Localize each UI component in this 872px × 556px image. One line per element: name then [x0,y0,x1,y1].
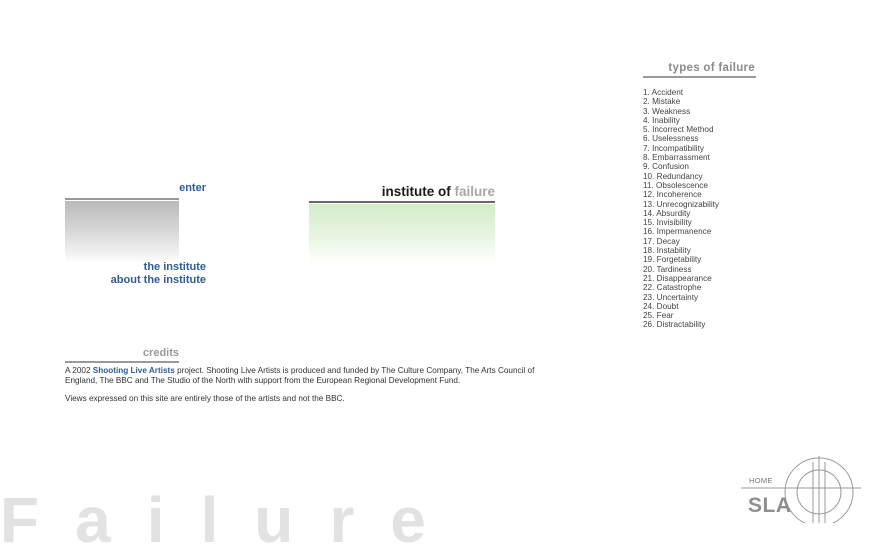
site-title-accent: failure [454,184,495,199]
failure-type-item: 8. Embarrassment [643,153,710,163]
failure-type-item: 20. Tardiness [643,264,692,274]
enter-gradient-panel [65,201,179,261]
failure-type-item: 25. Fear [643,311,674,321]
failure-type-item: 10. Redundancy [643,171,703,181]
failure-type-item: 13. Unrecognizability [643,199,720,209]
types-of-failure-heading: types of failure [668,62,755,74]
credits-body: project. Shooting Live Artists is produced and funded by The Culture Company, The Arts Council of England, The BBC and The Studio of the North with support from the European Regional Development Fund. [65,366,535,385]
types-divider [643,76,756,78]
failure-type-item: 22. Catastrophe [643,283,702,293]
failure-type-item: 2. Mistake [643,97,681,107]
failure-type-item: 23. Uncertainty [643,292,699,302]
disclaimer-text: Views expressed on this site are entirely those of the artists and not the BBC. [65,394,345,403]
about-institute-link[interactable]: about the institute [110,274,206,286]
failure-type-item: 24. Doubt [643,301,679,311]
credits-heading: credits [142,347,179,359]
home-label: HOME [749,476,773,485]
failure-type-item: 11. Obsolescence [643,180,708,190]
failure-type-item: 19. Forgetability [643,255,702,265]
failure-type-item: 14. Absurdity [643,208,691,218]
failure-type-item: 3. Weakness [643,106,691,116]
enter-divider [65,198,179,200]
failure-type-item: 1. Accident [643,88,684,97]
failure-type-item: 5. Incorrect Method [643,125,714,135]
shooting-live-artists-link[interactable]: Shooting Live Artists [92,366,175,375]
failure-type-item: 12. Incoherence [643,190,702,200]
failure-type-item: 21. Disappearance [643,273,712,283]
failure-type-item: 26. Distractability [643,320,706,330]
failure-type-item: 7. Incompatibility [643,143,704,153]
site-title-main: institute of [381,184,451,199]
site-title [309,184,495,199]
failure-type-item: 15. Invisibility [643,218,692,228]
failure-type-item: 9. Confusion [643,162,689,172]
failure-type-item: 4. Inability [643,115,680,125]
failure-watermark: Failure [0,484,462,556]
failure-type-item: 17. Decay [643,236,680,246]
enter-link[interactable]: enter [179,182,206,194]
credits-paragraph [65,366,535,385]
title-gradient-panel [309,204,495,264]
failure-type-item: 18. Instability [643,246,691,256]
types-of-failure-list [643,88,719,330]
failure-type-item: 6. Uselessness [643,134,699,144]
failure-type-item: 16. Impermanence [643,227,712,237]
title-divider [309,201,495,203]
credits-intro: A 2002 [65,366,91,375]
credits-divider [65,361,179,363]
sla-mark: SLA [748,494,792,517]
the-institute-link[interactable]: the institute [143,261,206,273]
